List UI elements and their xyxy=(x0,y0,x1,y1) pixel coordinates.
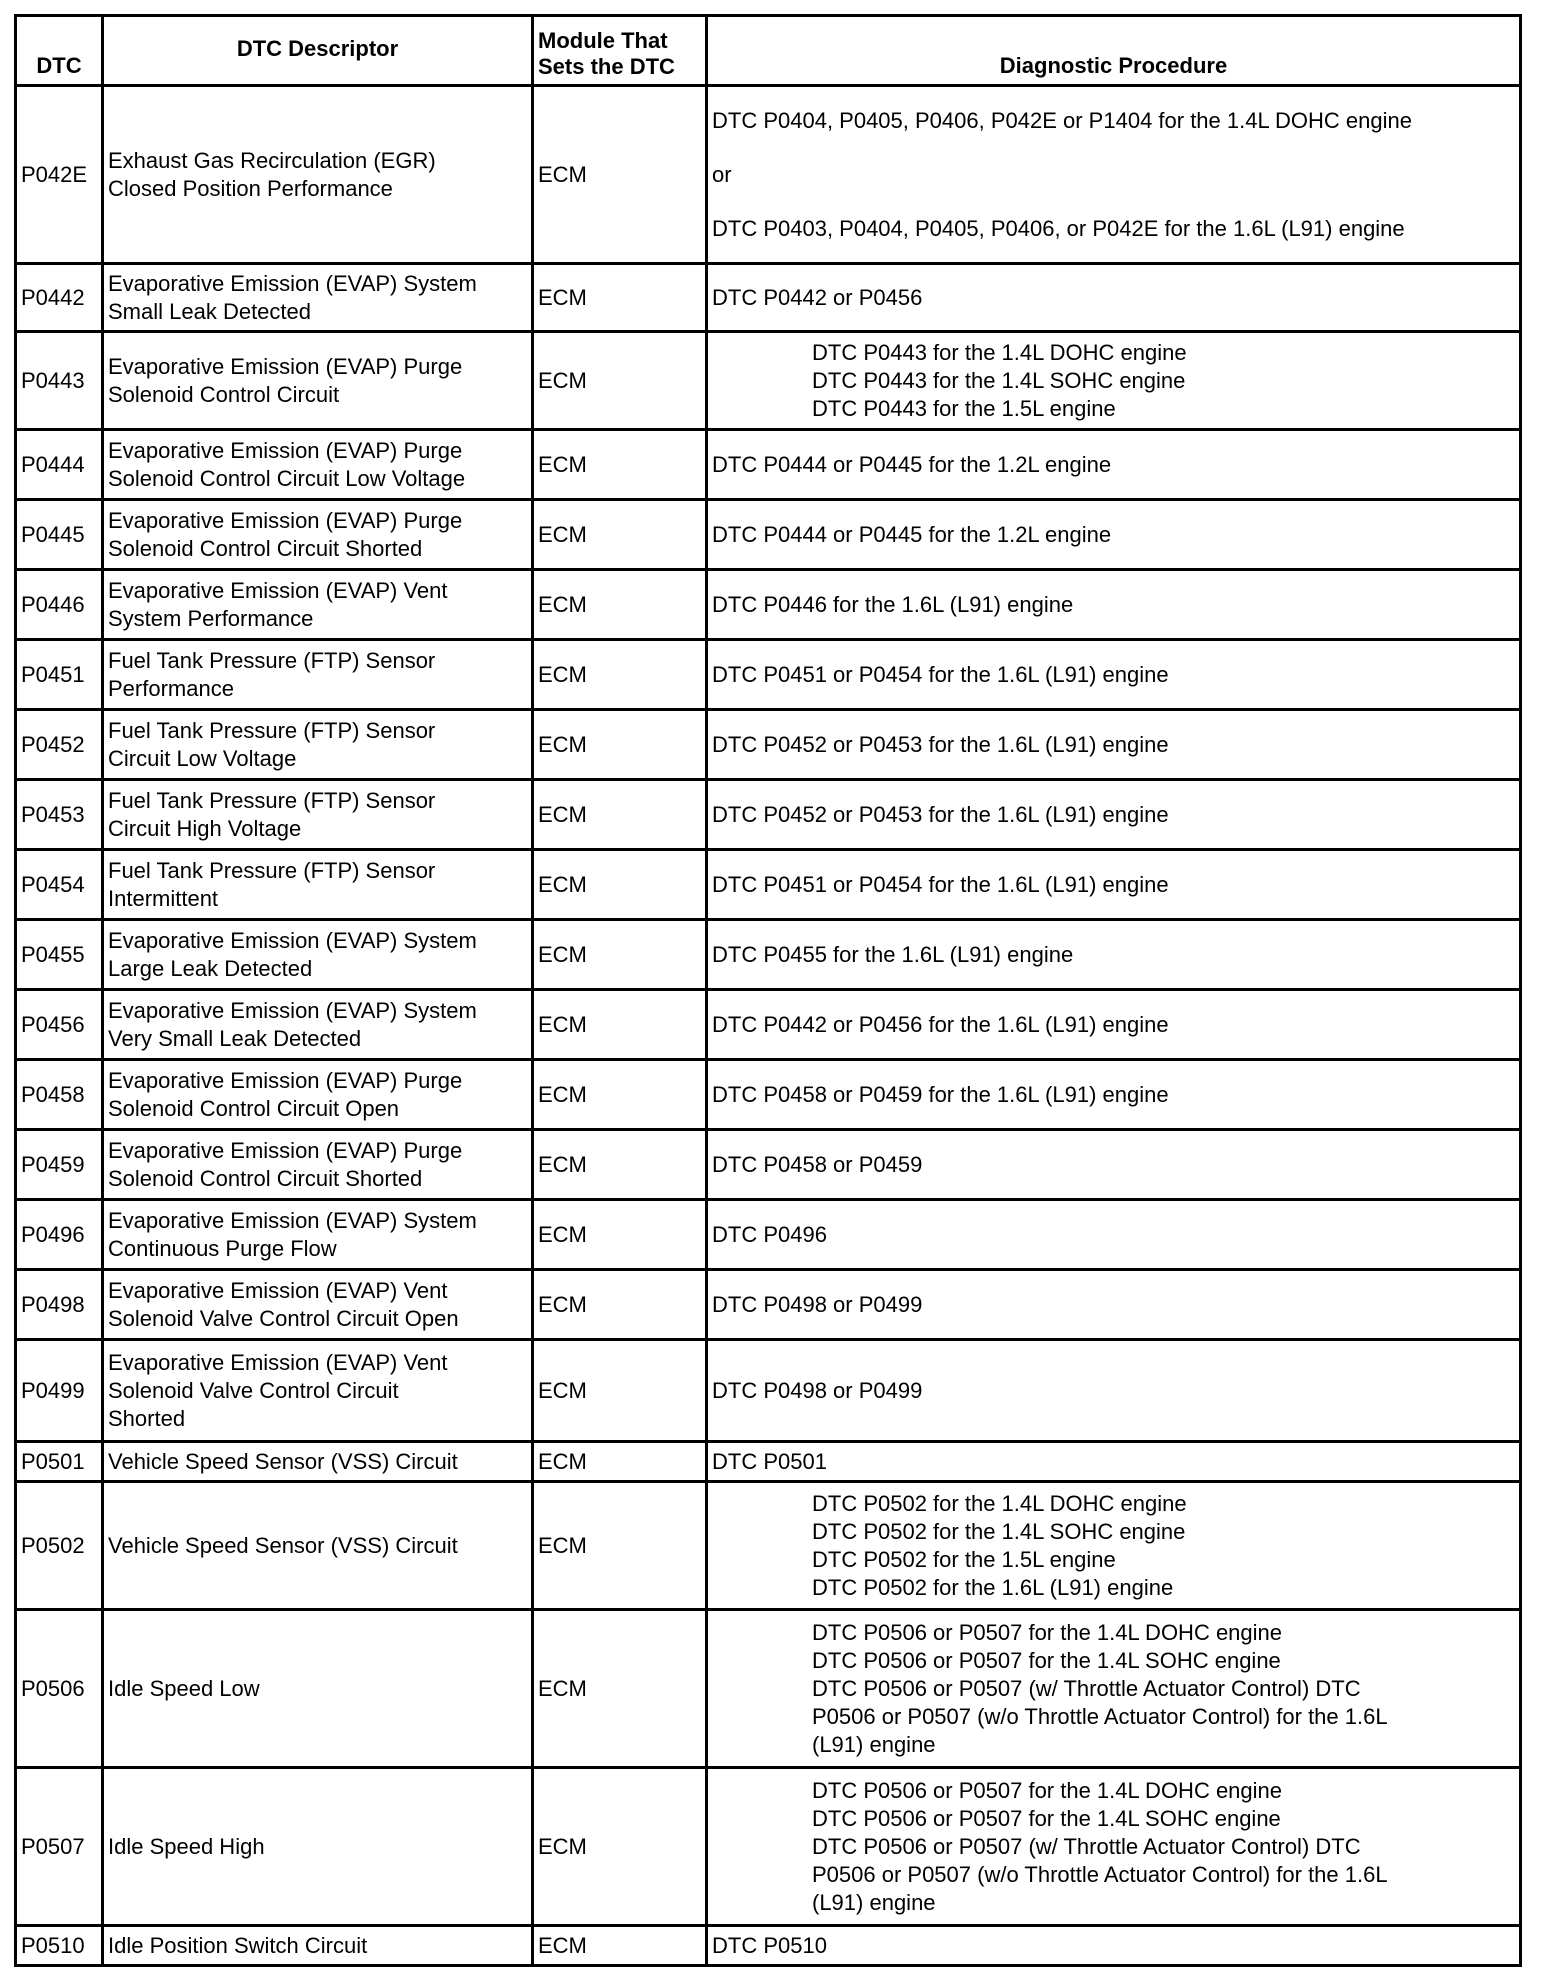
table-row xyxy=(16,430,1521,500)
descriptor-line: Solenoid Control Circuit Open xyxy=(108,1095,400,1121)
descriptor-cell xyxy=(103,1610,533,1768)
descriptor-line: Idle Position Switch Circuit xyxy=(108,1932,368,1958)
descriptor-line: Evaporative Emission (EVAP) Purge xyxy=(108,1067,463,1093)
procedure-line: DTC P0506 or P0507 for the 1.4L SOHC engine xyxy=(812,1805,1281,1831)
descriptor-cell xyxy=(103,1200,533,1270)
procedure-line: DTC P0403, P0404, P0405, P0406, or P042E for the 1.6L (L91) engine xyxy=(712,215,1405,241)
procedure-line: DTC P0502 for the 1.6L (L91) engine xyxy=(812,1574,1174,1600)
descriptor-line: Solenoid Valve Control Circuit xyxy=(108,1377,399,1403)
descriptor-line: Shorted xyxy=(108,1405,186,1431)
module-cell: ECM xyxy=(533,1768,707,1926)
descriptor-cell xyxy=(103,430,533,500)
procedure-line: DTC P0442 or P0456 for the 1.6L (L91) engine xyxy=(712,1011,1169,1037)
procedure-line: DTC P0502 for the 1.4L DOHC engine xyxy=(812,1490,1187,1516)
descriptor-line: System Performance xyxy=(108,605,314,631)
procedure-cell xyxy=(707,990,1521,1060)
descriptor-cell xyxy=(103,1482,533,1610)
dtc-code-cell: P0451 xyxy=(16,640,103,710)
procedure-cell xyxy=(707,430,1521,500)
module-cell: ECM xyxy=(533,780,707,850)
module-cell: ECM xyxy=(533,1926,707,1966)
descriptor-cell xyxy=(103,780,533,850)
procedure-cell xyxy=(707,780,1521,850)
table-row xyxy=(16,850,1521,920)
descriptor-line: Fuel Tank Pressure (FTP) Sensor xyxy=(108,717,436,743)
descriptor-line: Evaporative Emission (EVAP) Purge xyxy=(108,507,463,533)
procedure-cell xyxy=(707,500,1521,570)
dtc-code-cell: P0502 xyxy=(16,1482,103,1610)
procedure-line: DTC P0506 or P0507 (w/ Throttle Actuator Control) DTC xyxy=(812,1833,1361,1859)
descriptor-line: Idle Speed High xyxy=(108,1833,265,1859)
module-cell: ECM xyxy=(533,990,707,1060)
procedure-line: DTC P0502 for the 1.5L engine xyxy=(812,1546,1116,1572)
procedure-cell xyxy=(707,264,1521,332)
dtc-code-cell: P0498 xyxy=(16,1270,103,1340)
procedure-line: DTC P0502 for the 1.4L SOHC engine xyxy=(812,1518,1186,1544)
procedure-cell xyxy=(707,710,1521,780)
descriptor-line: Exhaust Gas Recirculation (EGR) xyxy=(108,147,436,173)
procedure-cell xyxy=(707,1768,1521,1926)
table-row xyxy=(16,1442,1521,1482)
procedure-line: DTC P0451 or P0454 for the 1.6L (L91) engine xyxy=(712,661,1169,687)
procedure-cell xyxy=(707,1340,1521,1442)
descriptor-cell xyxy=(103,920,533,990)
dtc-code-cell: P0456 xyxy=(16,990,103,1060)
module-cell: ECM xyxy=(533,86,707,264)
descriptor-cell xyxy=(103,1442,533,1482)
module-cell: ECM xyxy=(533,1130,707,1200)
procedure-line: DTC P0498 or P0499 xyxy=(712,1291,923,1317)
table-row xyxy=(16,1130,1521,1200)
descriptor-line: Idle Speed Low xyxy=(108,1675,260,1701)
module-cell: ECM xyxy=(533,430,707,500)
descriptor-cell xyxy=(103,264,533,332)
descriptor-line: Circuit Low Voltage xyxy=(108,745,297,771)
procedure-cell xyxy=(707,1482,1521,1610)
dtc-code-cell: P042E xyxy=(16,86,103,264)
module-cell: ECM xyxy=(533,1610,707,1768)
dtc-code-cell: P0454 xyxy=(16,850,103,920)
procedure-line: DTC P0510 xyxy=(712,1932,827,1958)
dtc-code-cell: P0444 xyxy=(16,430,103,500)
descriptor-cell xyxy=(103,570,533,640)
table-row xyxy=(16,640,1521,710)
procedure-line: P0506 or P0507 (w/o Throttle Actuator Control) for the 1.6L xyxy=(812,1703,1388,1729)
procedure-line: DTC P0506 or P0507 for the 1.4L SOHC engine xyxy=(812,1647,1281,1673)
procedure-cell xyxy=(707,1200,1521,1270)
procedure-line: DTC P0458 or P0459 xyxy=(712,1151,923,1177)
descriptor-line: Fuel Tank Pressure (FTP) Sensor xyxy=(108,787,436,813)
descriptor-cell xyxy=(103,990,533,1060)
descriptor-cell xyxy=(103,1926,533,1966)
procedure-cell xyxy=(707,850,1521,920)
procedure-line: DTC P0458 or P0459 for the 1.6L (L91) engine xyxy=(712,1081,1169,1107)
header-procedure: Diagnostic Procedure xyxy=(707,16,1521,86)
descriptor-line: Fuel Tank Pressure (FTP) Sensor xyxy=(108,647,436,673)
procedure-cell xyxy=(707,86,1521,264)
module-cell: ECM xyxy=(533,1340,707,1442)
procedure-line: DTC P0444 or P0445 for the 1.2L engine xyxy=(712,451,1112,477)
descriptor-line: Small Leak Detected xyxy=(108,298,311,324)
descriptor-cell xyxy=(103,1060,533,1130)
descriptor-line: Evaporative Emission (EVAP) Vent xyxy=(108,1349,448,1375)
procedure-line: DTC P0404, P0405, P0406, P042E or P1404 for the 1.4L DOHC engine xyxy=(712,107,1412,133)
descriptor-line: Evaporative Emission (EVAP) System xyxy=(108,1207,477,1233)
descriptor-line: Closed Position Performance xyxy=(108,175,393,201)
module-cell: ECM xyxy=(533,640,707,710)
dtc-code-cell: P0510 xyxy=(16,1926,103,1966)
procedure-line: DTC P0455 for the 1.6L (L91) engine xyxy=(712,941,1074,967)
procedure-cell xyxy=(707,570,1521,640)
dtc-code-cell: P0442 xyxy=(16,264,103,332)
descriptor-line: Evaporative Emission (EVAP) Purge xyxy=(108,437,463,463)
descriptor-line: Large Leak Detected xyxy=(108,955,313,981)
table-row xyxy=(16,570,1521,640)
dtc-code-cell: P0501 xyxy=(16,1442,103,1482)
descriptor-line: Evaporative Emission (EVAP) System xyxy=(108,270,477,296)
dtc-table xyxy=(14,14,1522,1967)
table-row xyxy=(16,1270,1521,1340)
descriptor-cell xyxy=(103,1340,533,1442)
descriptor-line: Evaporative Emission (EVAP) Purge xyxy=(108,1137,463,1163)
table-row xyxy=(16,1200,1521,1270)
table-row xyxy=(16,264,1521,332)
descriptor-cell xyxy=(103,332,533,430)
descriptor-line: Solenoid Valve Control Circuit Open xyxy=(108,1305,459,1331)
procedure-line: DTC P0496 xyxy=(712,1221,827,1247)
procedure-line: DTC P0506 or P0507 for the 1.4L DOHC engine xyxy=(812,1619,1283,1645)
module-cell: ECM xyxy=(533,1060,707,1130)
descriptor-cell xyxy=(103,86,533,264)
table-row xyxy=(16,500,1521,570)
descriptor-line: Solenoid Control Circuit xyxy=(108,381,340,407)
descriptor-cell xyxy=(103,640,533,710)
procedure-line: DTC P0506 or P0507 (w/ Throttle Actuator Control) DTC xyxy=(812,1675,1361,1701)
module-cell: ECM xyxy=(533,500,707,570)
procedure-line: DTC P0498 or P0499 xyxy=(712,1377,923,1403)
descriptor-line: Solenoid Control Circuit Shorted xyxy=(108,535,423,561)
table-row xyxy=(16,990,1521,1060)
dtc-code-cell: P0507 xyxy=(16,1768,103,1926)
descriptor-line: Very Small Leak Detected xyxy=(108,1025,362,1051)
procedure-line: DTC P0442 or P0456 xyxy=(712,284,923,310)
table-row xyxy=(16,710,1521,780)
dtc-code-cell: P0459 xyxy=(16,1130,103,1200)
procedure-line: DTC P0443 for the 1.4L SOHC engine xyxy=(812,367,1186,393)
header-module-line2: Sets the DTC xyxy=(538,54,675,79)
procedure-cell xyxy=(707,1610,1521,1768)
table-row xyxy=(16,1768,1521,1926)
procedure-line: DTC P0452 or P0453 for the 1.6L (L91) engine xyxy=(712,801,1169,827)
header-dtc: DTC xyxy=(16,16,103,86)
descriptor-cell xyxy=(103,1270,533,1340)
descriptor-line: Evaporative Emission (EVAP) System xyxy=(108,997,477,1023)
table-row xyxy=(16,1926,1521,1966)
table-row xyxy=(16,1060,1521,1130)
descriptor-cell xyxy=(103,500,533,570)
procedure-line: (L91) engine xyxy=(812,1731,936,1757)
module-cell: ECM xyxy=(533,570,707,640)
descriptor-cell xyxy=(103,710,533,780)
procedure-cell xyxy=(707,1270,1521,1340)
dtc-code-cell: P0443 xyxy=(16,332,103,430)
descriptor-line: Evaporative Emission (EVAP) Vent xyxy=(108,577,448,603)
procedure-cell xyxy=(707,920,1521,990)
procedure-line: or xyxy=(712,161,732,187)
procedure-line: DTC P0444 or P0445 for the 1.2L engine xyxy=(712,521,1112,547)
dtc-code-cell: P0458 xyxy=(16,1060,103,1130)
dtc-code-cell: P0499 xyxy=(16,1340,103,1442)
descriptor-line: Intermittent xyxy=(108,885,219,911)
descriptor-line: Evaporative Emission (EVAP) Purge xyxy=(108,353,463,379)
table-row xyxy=(16,1610,1521,1768)
module-cell: ECM xyxy=(533,1442,707,1482)
header-module-line1: Module That xyxy=(538,28,668,53)
module-cell: ECM xyxy=(533,332,707,430)
descriptor-line: Continuous Purge Flow xyxy=(108,1235,337,1261)
table-row xyxy=(16,86,1521,264)
descriptor-line: Vehicle Speed Sensor (VSS) Circuit xyxy=(108,1448,458,1474)
procedure-line: DTC P0501 xyxy=(712,1448,827,1474)
descriptor-cell xyxy=(103,850,533,920)
procedure-cell xyxy=(707,1060,1521,1130)
table-row xyxy=(16,1482,1521,1610)
procedure-cell xyxy=(707,1926,1521,1966)
procedure-line: DTC P0443 for the 1.5L engine xyxy=(812,395,1116,421)
dtc-code-cell: P0496 xyxy=(16,1200,103,1270)
table-row xyxy=(16,1340,1521,1442)
descriptor-line: Fuel Tank Pressure (FTP) Sensor xyxy=(108,857,436,883)
dtc-code-cell: P0446 xyxy=(16,570,103,640)
descriptor-line: Evaporative Emission (EVAP) System xyxy=(108,927,477,953)
module-cell: ECM xyxy=(533,1200,707,1270)
descriptor-line: Evaporative Emission (EVAP) Vent xyxy=(108,1277,448,1303)
procedure-line: DTC P0506 or P0507 for the 1.4L DOHC engine xyxy=(812,1777,1283,1803)
procedure-cell xyxy=(707,640,1521,710)
procedure-line: (L91) engine xyxy=(812,1889,936,1915)
procedure-cell xyxy=(707,332,1521,430)
procedure-line: DTC P0451 or P0454 for the 1.6L (L91) engine xyxy=(712,871,1169,897)
table-row xyxy=(16,332,1521,430)
table-row xyxy=(16,920,1521,990)
dtc-code-cell: P0506 xyxy=(16,1610,103,1768)
descriptor-line: Performance xyxy=(108,675,234,701)
module-cell: ECM xyxy=(533,710,707,780)
module-cell: ECM xyxy=(533,920,707,990)
dtc-code-cell: P0445 xyxy=(16,500,103,570)
table-row xyxy=(16,780,1521,850)
dtc-code-cell: P0453 xyxy=(16,780,103,850)
descriptor-line: Vehicle Speed Sensor (VSS) Circuit xyxy=(108,1532,458,1558)
module-cell: ECM xyxy=(533,1482,707,1610)
module-cell: ECM xyxy=(533,1270,707,1340)
procedure-cell xyxy=(707,1130,1521,1200)
descriptor-cell xyxy=(103,1768,533,1926)
header-module xyxy=(533,16,707,86)
descriptor-cell xyxy=(103,1130,533,1200)
module-cell: ECM xyxy=(533,264,707,332)
dtc-code-cell: P0455 xyxy=(16,920,103,990)
procedure-line: DTC P0446 for the 1.6L (L91) engine xyxy=(712,591,1074,617)
procedure-line: P0506 or P0507 (w/o Throttle Actuator Control) for the 1.6L xyxy=(812,1861,1388,1887)
procedure-line: DTC P0443 for the 1.4L DOHC engine xyxy=(812,339,1187,365)
descriptor-line: Solenoid Control Circuit Low Voltage xyxy=(108,465,466,491)
descriptor-line: Circuit High Voltage xyxy=(108,815,302,841)
module-cell: ECM xyxy=(533,850,707,920)
procedure-line: DTC P0452 or P0453 for the 1.6L (L91) engine xyxy=(712,731,1169,757)
header-row xyxy=(16,16,1521,86)
dtc-code-cell: P0452 xyxy=(16,710,103,780)
procedure-cell xyxy=(707,1442,1521,1482)
header-descriptor: DTC Descriptor xyxy=(103,16,533,86)
descriptor-line: Solenoid Control Circuit Shorted xyxy=(108,1165,423,1191)
